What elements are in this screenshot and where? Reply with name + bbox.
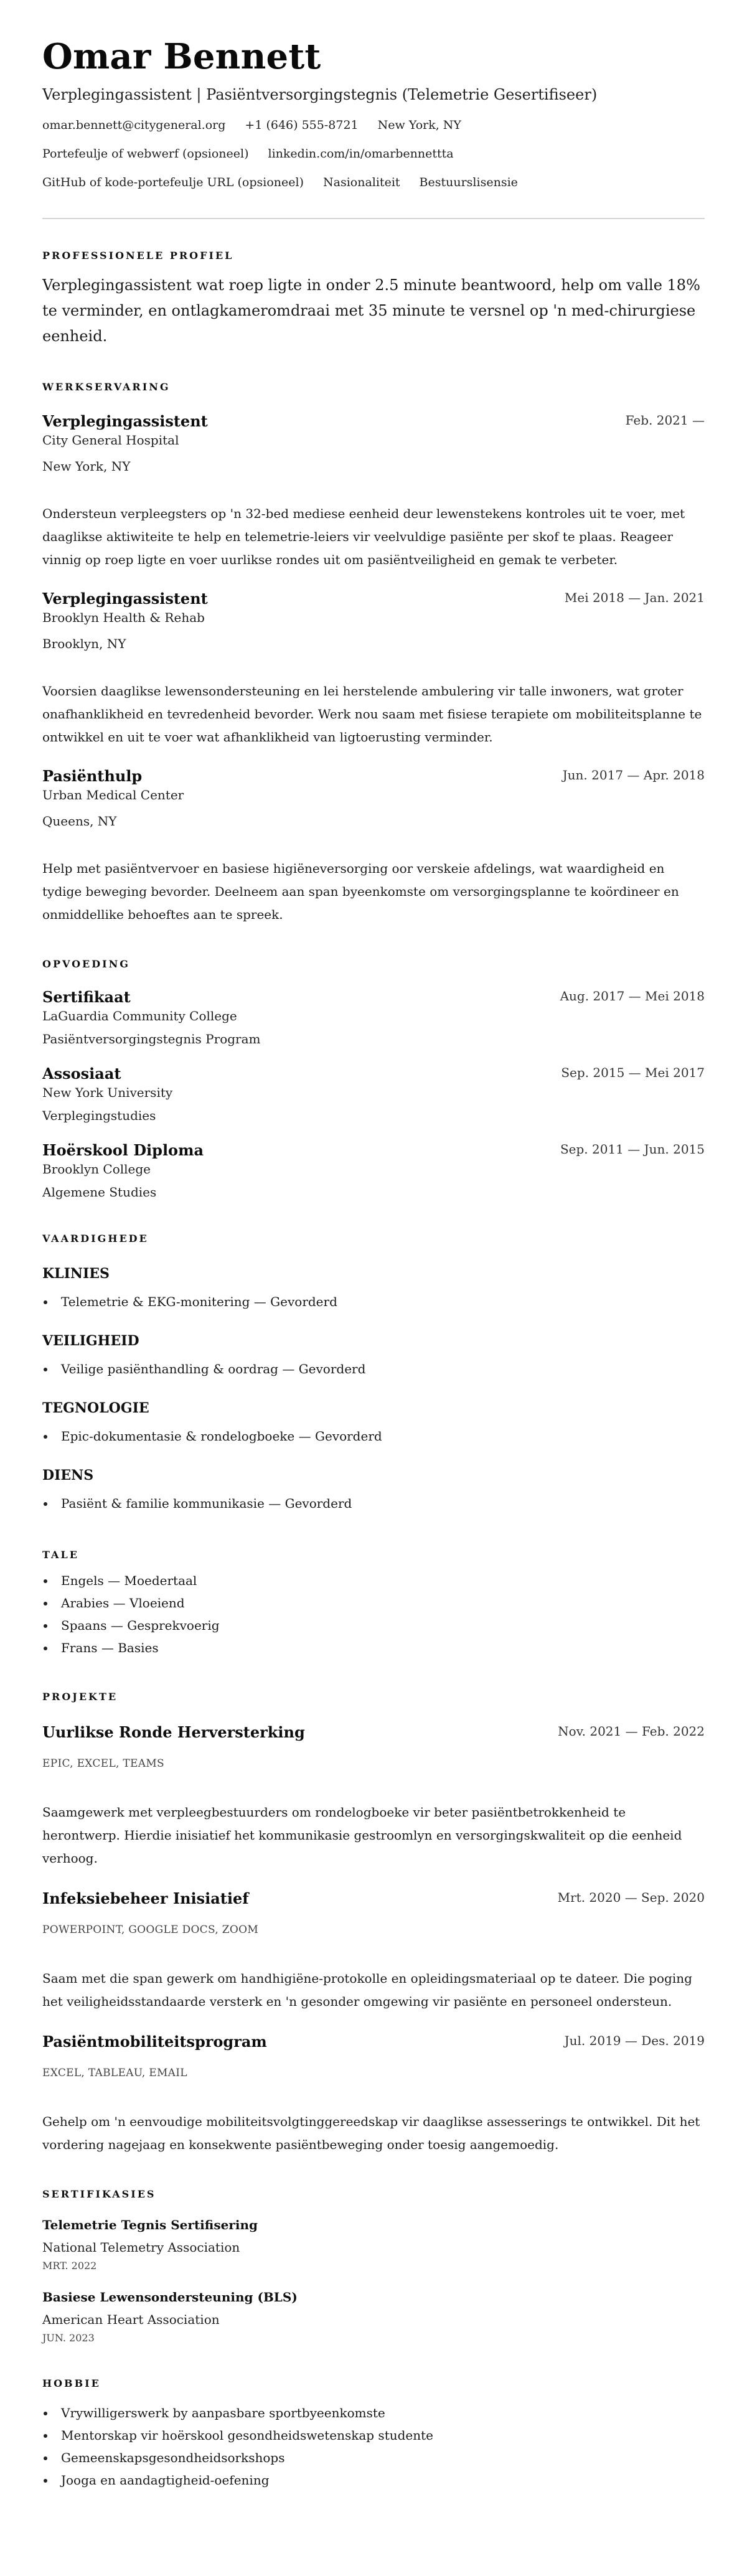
skill-item: Telemetrie & EKG-monitering — Gevorderd	[42, 1290, 705, 1313]
contact-drivers-license: Bestuurslisensie	[419, 176, 518, 189]
skill-group	[42, 1332, 705, 1380]
contact-email[interactable]: omar.bennett@citygeneral.org	[42, 118, 226, 132]
hobbies-section	[42, 2377, 705, 2491]
section-title: SERTIFIKASIES	[42, 2188, 156, 2200]
profile-section	[42, 249, 705, 349]
certifications-section	[42, 2188, 705, 2346]
languages-title: TALE	[42, 1549, 79, 1561]
field-of-study: Pasiëntversorgingstegnis Program	[42, 1032, 261, 1046]
education-dates: Sep. 2011 — Jun. 2015	[560, 1142, 705, 1157]
language-list	[42, 1569, 705, 1659]
language-item: Arabies — Vloeiend	[42, 1592, 705, 1614]
job-title: Verplegingassistent	[42, 412, 208, 430]
skill-group-title: TEGNOLOGIE	[42, 1400, 149, 1416]
project-description: Saam met die span gewerk om handhigiëne-protokolle en opleidingsmateriaal op te dateer. Die poging het veiligheidsstandaarde versterk en 'n gesonder omgewing vir pasiënte en personeel ondersteun.	[42, 1971, 692, 2009]
project-tech: EXCEL, TABLEAU, EMAIL	[42, 2067, 187, 2079]
language-item: Spaans — Gesprekvoerig	[42, 1614, 705, 1637]
contact-phone[interactable]: +1 (646) 555-8721	[245, 118, 359, 132]
contact-location: New York, NY	[377, 118, 461, 132]
language-item: Engels — Moedertaal	[42, 1569, 705, 1592]
employer: City General Hospital	[42, 433, 179, 448]
contact-github[interactable]: GitHub of kode-portefeulje URL (opsioneel)	[42, 176, 304, 189]
skill-list	[42, 1290, 705, 1313]
section-title: PROFESSIONELE PROFIEL	[42, 250, 234, 261]
contact-nationality: Nasionaliteit	[323, 176, 400, 189]
degree: Assosiaat	[42, 1065, 121, 1083]
contact-portfolio[interactable]: Portefeulje of webwerf (opsioneel)	[42, 147, 249, 161]
section-title: OPVOEDING	[42, 958, 130, 970]
skill-group-title: KLINIES	[42, 1266, 110, 1282]
skill-group-title: DIENS	[42, 1467, 94, 1483]
skill-item: Pasiënt & familie kommunikasie — Gevorderd	[42, 1492, 705, 1515]
education-dates: Aug. 2017 — Mei 2018	[560, 989, 705, 1004]
hobby-item: Gemeenskapsgesondheidsorkshops	[42, 2447, 705, 2469]
skill-group	[42, 1264, 705, 1313]
job-location: New York, NY	[42, 459, 131, 474]
project-entry	[42, 1889, 705, 2013]
experience-entry	[42, 411, 705, 571]
hobby-item: Vrywilligerswerk by aanpasbare sportbyeenkomste	[42, 2402, 705, 2424]
job-dates: Jun. 2017 — Apr. 2018	[562, 768, 705, 783]
certification-date: MRT. 2022	[42, 2260, 97, 2272]
education-entry	[42, 1064, 705, 1124]
projects-section	[42, 1690, 705, 2156]
degree: Sertifikaat	[42, 988, 131, 1006]
job-description: Help met pasiëntvervoer en basiese higiëneversorging oor verskeie afdelings, wat waardigheid en tydige beweging bevorder. Deelneem aan span byeenkomste om versorgingsplanne te koördineer en onmiddellike behoeftes aan te spreek.	[42, 861, 679, 922]
school: New York University	[42, 1085, 173, 1100]
certification-name: Basiese Lewensondersteuning (BLS)	[42, 2290, 298, 2305]
job-location: Brooklyn, NY	[42, 636, 126, 651]
project-dates: Jul. 2019 — Des. 2019	[564, 2033, 705, 2048]
skill-group	[42, 1466, 705, 1515]
skill-list	[42, 1425, 705, 1447]
contact-linkedin[interactable]: linkedin.com/in/omarbennettta	[268, 147, 454, 161]
profile-summary: Verplegingassistent wat roep ligte in onder 2.5 minute beantwoord, help om valle 18% te verminder, en ontlagkameromdraai met 35 minute te versnel op 'n med-chirurgiese eenheid.	[42, 276, 700, 345]
skills-section	[42, 1232, 705, 1659]
resume-header	[42, 36, 705, 190]
hobby-list	[42, 2402, 705, 2491]
section-title: PROJEKTE	[42, 1691, 118, 1703]
contact-row-3	[42, 174, 705, 190]
school: Brooklyn College	[42, 1162, 151, 1177]
project-name: Pasiëntmobiliteitsprogram	[42, 2033, 267, 2051]
skill-group-title: VEILIGHEID	[42, 1333, 139, 1349]
project-entry	[42, 1723, 705, 1870]
project-tech: POWERPOINT, GOOGLE DOCS, ZOOM	[42, 1924, 259, 1936]
project-entry	[42, 2032, 705, 2156]
header-divider	[42, 218, 705, 219]
certification-issuer: National Telemetry Association	[42, 2240, 240, 2255]
education-dates: Sep. 2015 — Mei 2017	[561, 1065, 705, 1080]
job-title: Verplegingassistent	[42, 590, 208, 608]
job-dates: Feb. 2021 —	[625, 413, 705, 428]
job-description: Ondersteun verpleegsters op 'n 32-bed mediese eenheid deur lewenstekens kontroles uit te voer, met daaglikse aktiwiteite te help en telemetrie-leiers vir veelvuldige pasiënte per skof te plaas. Reageer vinnig op roep ligte en voer uurlikse rondes uit om pasiëntveiligheid en gemak te verbeter.	[42, 506, 685, 567]
experience-entry	[42, 766, 705, 926]
project-dates: Mrt. 2020 — Sep. 2020	[557, 1890, 705, 1905]
hobby-item: Mentorskap vir hoërskool gesondheidswetenskap studente	[42, 2424, 705, 2447]
section-title: WERKSERVARING	[42, 381, 171, 393]
education-entry	[42, 1140, 705, 1201]
section-title: VAARDIGHEDE	[42, 1233, 149, 1244]
project-description: Saamgewerk met verpleegbestuurders om rondelogboeke vir beter pasiëntbetrokkenheid te herontwerp. Hierdie inisiatief het kommunikasie gestroomlyn en versorgingskwaliteit op die eenheid verhoog.	[42, 1805, 682, 1866]
experience-section	[42, 380, 705, 926]
school: LaGuardia Community College	[42, 1008, 237, 1023]
project-dates: Nov. 2021 — Feb. 2022	[558, 1724, 705, 1739]
project-name: Infeksiebeheer Inisiatief	[42, 1889, 249, 1907]
job-title: Pasiënthulp	[42, 767, 143, 785]
job-description: Voorsien daaglikse lewensondersteuning en lei herstelende ambulering vir talle inwoners, wat groter onafhanklikheid en tevredenheid bevorder. Werk nou saam met fisiese terapiete om mobiliteitsplanne te ontwikkel en uit te voer wat afhanklikheid van ligtoerusting verminder.	[42, 684, 702, 745]
certification-entry	[42, 2288, 705, 2346]
job-dates: Mei 2018 — Jan. 2021	[564, 590, 705, 605]
candidate-name: Omar Bennett	[42, 36, 321, 77]
contact-row-2	[42, 146, 705, 162]
field-of-study: Algemene Studies	[42, 1185, 157, 1200]
section-title: HOBBIE	[42, 2377, 101, 2389]
education-entry	[42, 987, 705, 1048]
skill-group	[42, 1399, 705, 1447]
field-of-study: Verplegingstudies	[42, 1108, 156, 1123]
language-item: Frans — Basies	[42, 1637, 705, 1659]
job-location: Queens, NY	[42, 814, 117, 829]
certification-entry	[42, 2216, 705, 2273]
skill-list	[42, 1358, 705, 1380]
certification-issuer: American Heart Association	[42, 2312, 220, 2327]
education-section	[42, 957, 705, 1201]
project-description: Gehelp om 'n eenvoudige mobiliteitsvolgtinggereedskap vir daaglikse assesserings te ontwikkel. Dit het vordering nagejaag en konsekwente pasiëntbeweging onder toesig aangemoedig.	[42, 2114, 700, 2152]
certification-date: JUN. 2023	[42, 2332, 95, 2344]
employer: Urban Medical Center	[42, 787, 184, 802]
skill-item: Epic-dokumentasie & rondelogboeke — Gevorderd	[42, 1425, 705, 1447]
project-name: Uurlikse Ronde Herversterking	[42, 1723, 305, 1741]
certification-name: Telemetrie Tegnis Sertifisering	[42, 2217, 258, 2232]
skill-list	[42, 1492, 705, 1515]
contact-row-1	[42, 117, 705, 133]
experience-entry	[42, 589, 705, 749]
degree: Hoërskool Diploma	[42, 1141, 204, 1159]
employer: Brooklyn Health & Rehab	[42, 610, 205, 625]
project-tech: EPIC, EXCEL, TEAMS	[42, 1757, 164, 1770]
hobby-item: Jooga en aandagtigheid-oefening	[42, 2469, 705, 2491]
skill-item: Veilige pasiënthandling & oordrag — Gevorderd	[42, 1358, 705, 1380]
candidate-headline: Verplegingassistent | Pasiëntversorgingstegnis (Telemetrie Gesertifiseer)	[42, 86, 598, 103]
